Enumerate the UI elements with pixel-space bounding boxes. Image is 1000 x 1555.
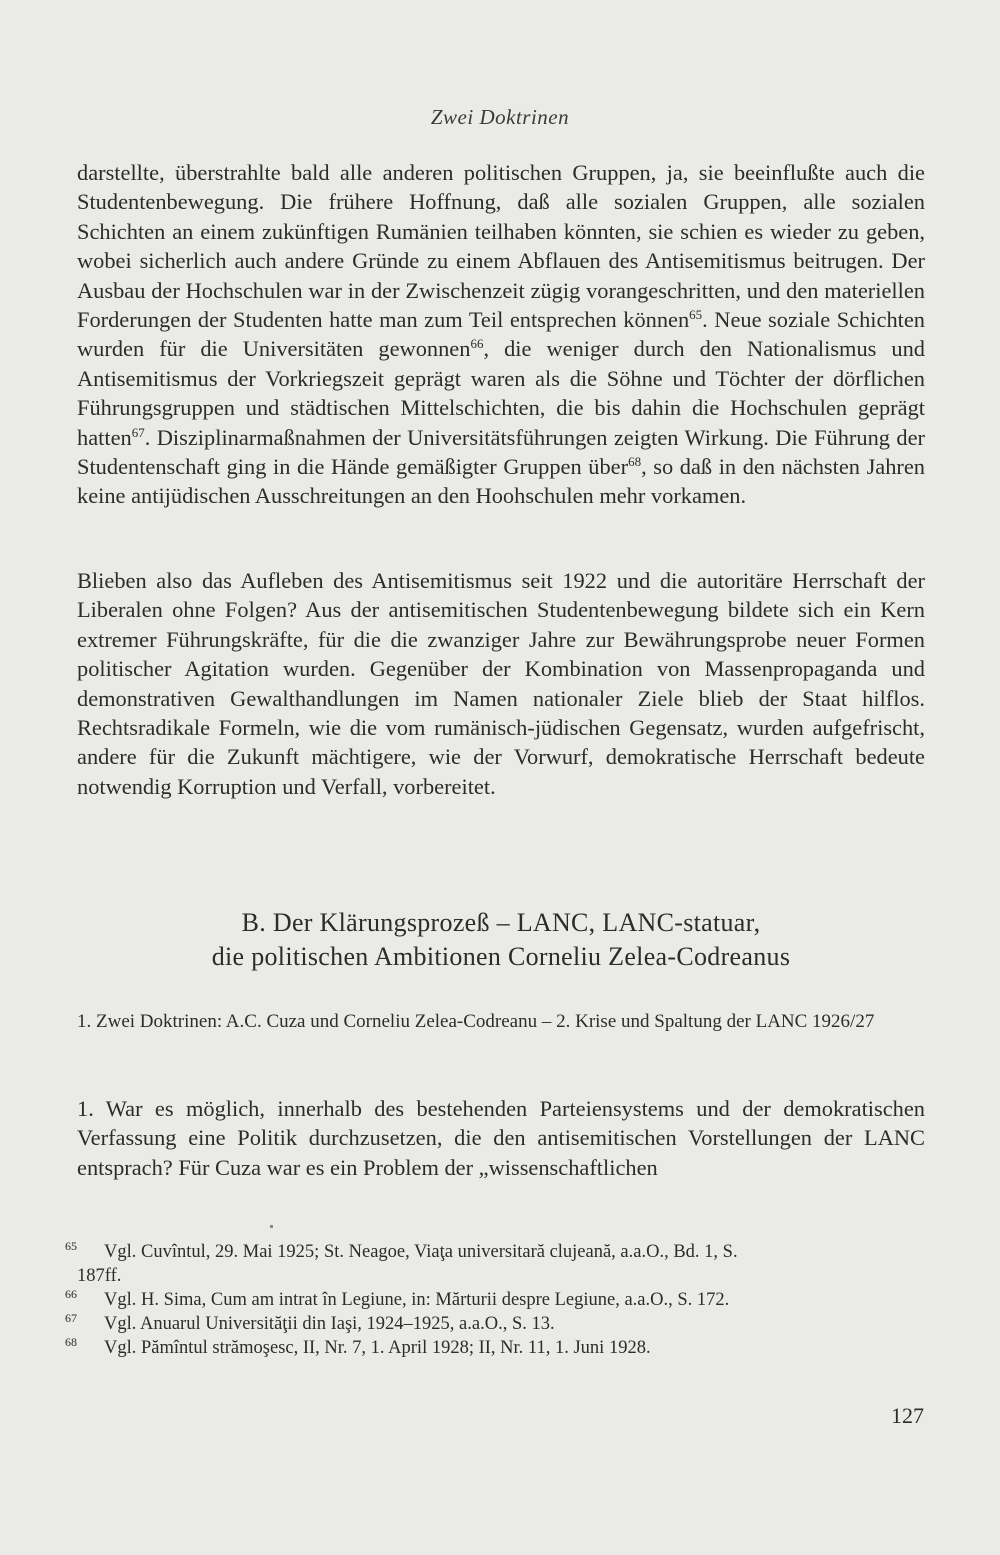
footnote [65, 1311, 925, 1336]
footnote-number: 67 [65, 1311, 77, 1325]
footnote-number: 66 [65, 1287, 77, 1301]
section-heading [77, 906, 925, 974]
paragraph-3 [77, 1094, 925, 1182]
paragraph-1-text-e: , so daß in den nächsten Jahren keine antijüdischen Ausschreitungen an den Hoohschulen mehr vorkamen. [77, 454, 925, 509]
paragraph-1 [77, 158, 925, 511]
paragraph-1-text-c: , die weniger durch den Nationalismus und Antisemitismus der Vorkriegszeit geprägt waren als die Söhne und Töchter der dörflichen Führungsgruppen und städtischen Mittelschichten, die bis dahin die Hochschulen geprägt hatten [77, 336, 926, 450]
section-contents: 1. Zwei Doktrinen: A.C. Cuza und Corneliu Zelea-Codreanu – 2. Krise und Spaltung der LANC 1926/27 [77, 1011, 875, 1032]
footnote-number: 68 [65, 1335, 77, 1349]
section-heading-line-1: B. Der Klärungsprozeß – LANC, LANC-statuar, [241, 908, 761, 937]
footnote [65, 1239, 925, 1288]
footnote-ref-68: 68 [628, 454, 642, 470]
footnote-number: 65 [65, 1239, 77, 1253]
footnote-text-continued: 187ff. [77, 1266, 122, 1286]
footnote-text: Vgl. Cuvîntul, 29. Mai 1925; St. Neagoe, Viaţa universitară clujeană, a.a.O., Bd. 1, S. [104, 1242, 738, 1262]
paragraph-2 [77, 566, 925, 801]
footnotes [65, 1239, 925, 1360]
section-heading-line-2: die politischen Ambitionen Corneliu Zelea-Codreanus [211, 942, 791, 971]
footnote-text: Vgl. H. Sima, Cum am intrat în Legiune, in: Mărturii despre Legiune, a.a.O., S. 172. [104, 1290, 730, 1310]
footnote-ref-65: 65 [689, 307, 703, 323]
paragraph-2-text: Blieben also das Aufleben des Antisemitismus seit 1922 und die autoritäre Herrschaft der Liberalen ohne Folgen? Aus der antisemitischen Studentenbewegung bildete sich ein Kern extremer Führungskräfte, für die die zwanziger Jahre zur Bewährungsprobe neuer Formen politischer Agitation wurden. Gegenüber der Kombination von Massenpropaganda und demonstrativen Gewalthandlungen im Namen nationaler Ziele blieb der Staat hilflos. Rechtsradikale Formeln, wie die vom rumänisch-jüdischen Gegensatz, wurden aufgefrischt, andere für die Zukunft mächtigere, wie der Vorwurf, demokratische Herrschaft bedeute notwendig Korruption und Verfall, vorbereitet. [77, 568, 925, 799]
paragraph-1-text-a: darstellte, überstrahlte bald alle anderen politischen Gruppen, ja, sie beeinflußte auch die Studentenbewegung. Die frühere Hoffnung, daß alle sozialen Gruppen, alle sozialen Schichten an einem zukünftigen Rumänien teilhaben könnten, sie schien es wieder zu geben, wobei sicherlich auch andere Gründe zu einem Abflauen des Antisemitismus beitrugen. Der Ausbau der Hochschulen war in der Zwischenzeit zügig vorangeschritten, und den materiellen Forderungen der Studenten hatte man zum Teil entsprechen können [77, 160, 925, 333]
footnote [65, 1287, 925, 1312]
running-head: Zwei Doktrinen [430, 105, 570, 129]
paragraph-3-text: 1. War es möglich, innerhalb des bestehenden Parteiensystems und der demokratischen Verfassung eine Politik durchzusetzen, die den antisemitischen Vorstellungen der LANC entsprach? Für Cuza war es ein Problem der „wissenschaftlichen [77, 1096, 925, 1180]
footnote-text: Vgl. Pămîntul strămoşesc, II, Nr. 7, 1. April 1928; II, Nr. 11, 1. Juni 1928. [104, 1338, 651, 1358]
footnote [65, 1335, 925, 1360]
footnote-text: Vgl. Anuarul Universităţii din Iaşi, 1924–1925, a.a.O., S. 13. [104, 1314, 555, 1334]
paragraph-1-text-b: . Neue soziale Schichten wurden für die Universitäten gewonnen [77, 307, 925, 362]
paragraph-1-text-d: . Disziplinarmaßnahmen der Universitätsführungen zeigten Wirkung. Die Führung der Studentenschaft ging in die Hände gemäßigter Gruppen über [77, 424, 925, 480]
page-number: 127 [891, 1403, 924, 1428]
footnote-ref-67: 67 [131, 424, 145, 440]
footnote-ref-66: 66 [470, 336, 484, 352]
footnote-separator-mark [270, 1225, 273, 1228]
